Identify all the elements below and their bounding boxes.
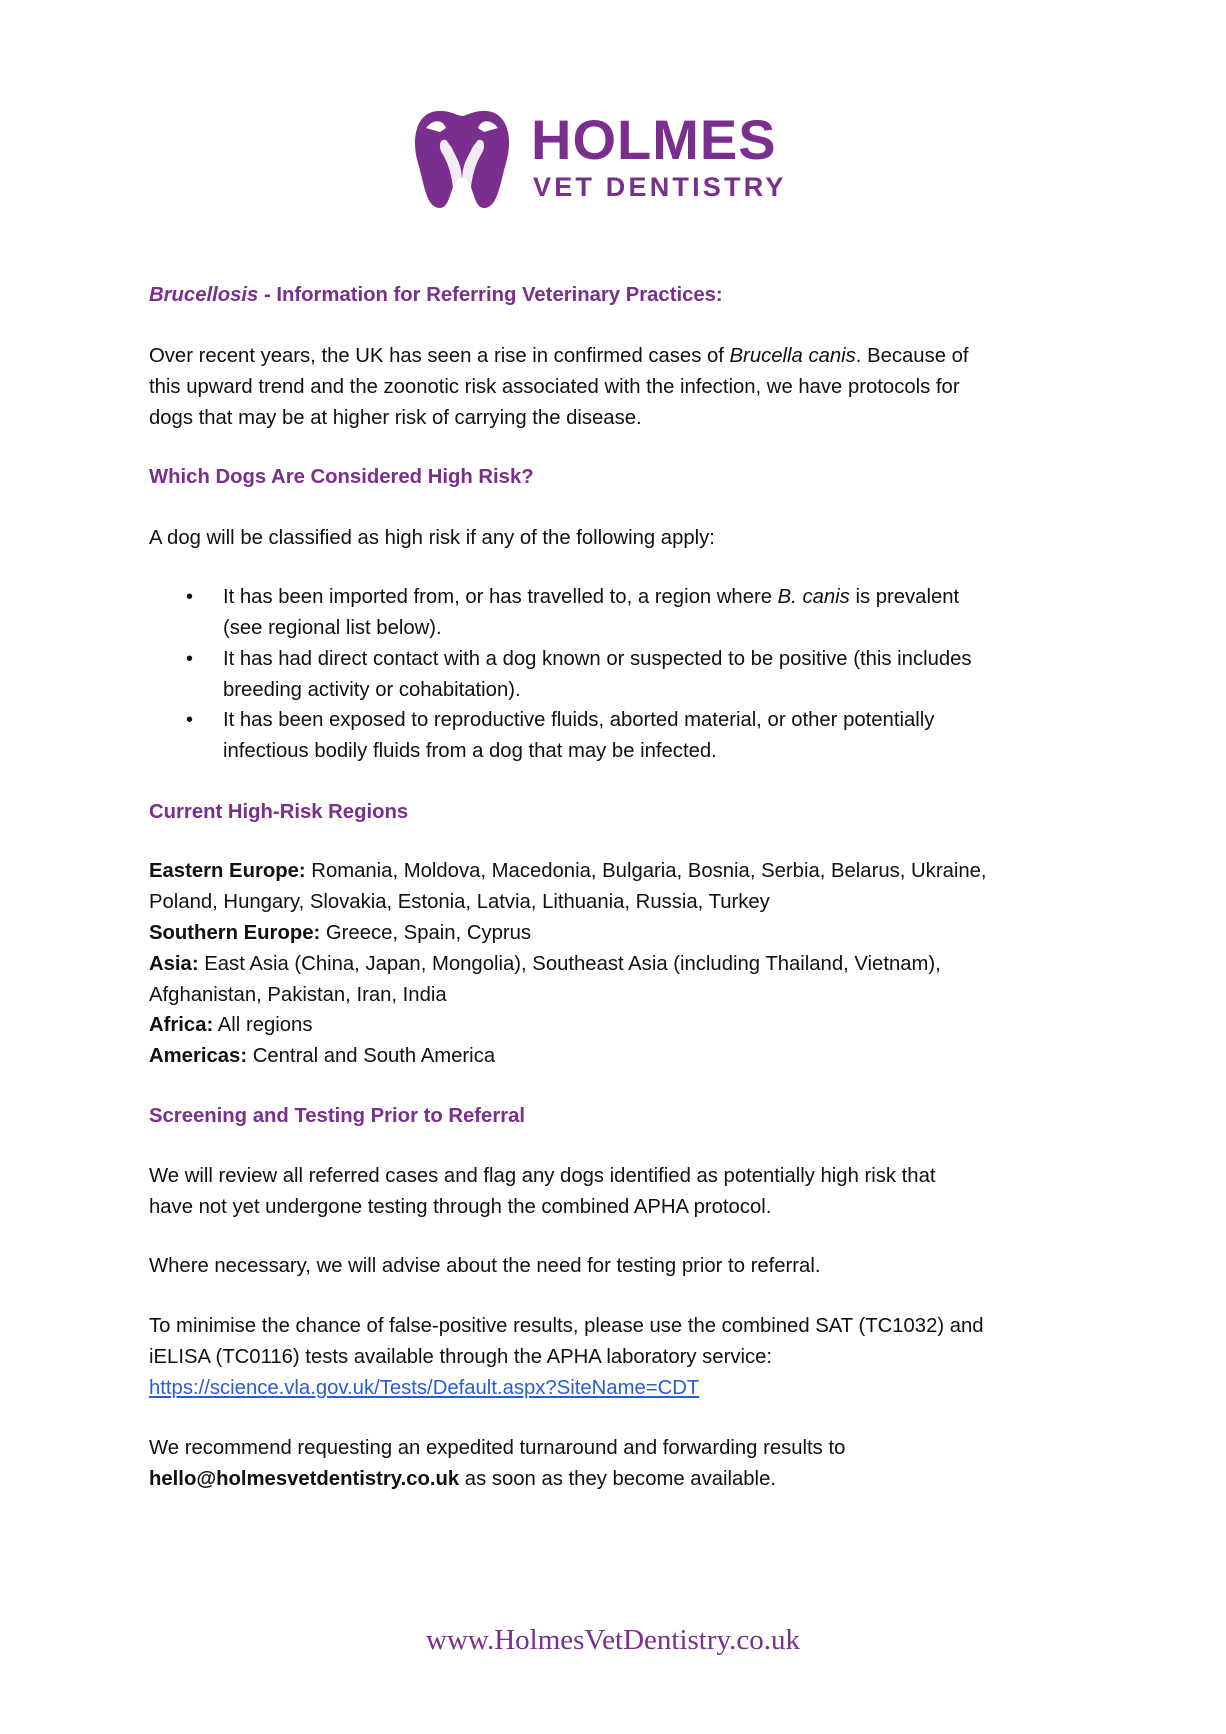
list-item-cont: infectious bodily fluids from a dog that may be infected. xyxy=(223,740,717,762)
list-item xyxy=(223,585,959,609)
paragraph-line: Where necessary, we will advise about the need for testing prior to referral. xyxy=(149,1255,821,1277)
region-label: Southern Europe: xyxy=(149,922,321,944)
document-title xyxy=(149,283,723,307)
apha-link-line xyxy=(149,1376,699,1400)
intro-line xyxy=(149,344,969,368)
region-americas xyxy=(149,1044,495,1068)
title-text: - Information for Referring Veterinary Practices: xyxy=(258,284,723,306)
list-item: It has been exposed to reproductive fluids, aborted material, or other potentially xyxy=(223,709,935,731)
region-southern-europe xyxy=(149,921,531,945)
logo-wordmark-holmes: HOLMES xyxy=(531,108,777,171)
tooth-cat-dog-logo-icon xyxy=(412,108,512,210)
footer-website: www.HolmesVetDentistry.co.uk xyxy=(426,1624,800,1656)
region-asia-cont: Afghanistan, Pakistan, Iran, India xyxy=(149,984,447,1006)
region-countries: Greece, Spain, Cyprus xyxy=(320,922,532,944)
paragraph-line: We will review all referred cases and flag any dogs identified as potentially high risk that xyxy=(149,1165,936,1187)
region-countries: East Asia (China, Japan, Mongolia), Southeast Asia (including Thailand, Vietnam), xyxy=(198,953,941,975)
list-item: It has had direct contact with a dog known or suspected to be positive (this includes xyxy=(223,648,972,670)
intro-line: dogs that may be at higher risk of carrying the disease. xyxy=(149,407,642,429)
paragraph-line: To minimise the chance of false-positive results, please use the combined SAT (TC1032) and xyxy=(149,1315,984,1337)
paragraph-line: have not yet undergone testing through the combined APHA protocol. xyxy=(149,1196,772,1218)
list-item-cont: breeding activity or cohabitation). xyxy=(223,679,521,701)
text: . Because of xyxy=(855,345,969,367)
region-label: Americas: xyxy=(149,1045,248,1067)
text: as soon as they become available. xyxy=(459,1468,776,1490)
risk-intro: A dog will be classified as high risk if any of the following apply: xyxy=(149,527,715,549)
intro-line: this upward trend and the zoonotic risk associated with the infection, we have protocols for xyxy=(149,376,960,398)
region-countries: All regions xyxy=(213,1014,313,1036)
species-name: Brucella canis xyxy=(729,345,856,367)
text: is prevalent xyxy=(849,586,960,608)
paragraph-line: iELISA (TC0116) tests available through the APHA laboratory service: xyxy=(149,1346,773,1368)
region-eastern-europe-cont: Poland, Hungary, Slovakia, Estonia, Latvia, Lithuania, Russia, Turkey xyxy=(149,891,770,913)
region-countries: Romania, Moldova, Macedonia, Bulgaria, Bosnia, Serbia, Belarus, Ukraine, xyxy=(305,860,987,882)
logo-wordmark-vet-dentistry: VET DENTISTRY xyxy=(533,172,787,202)
text: Over recent years, the UK has seen a rise in confirmed cases of xyxy=(149,345,730,367)
section-heading-high-risk: Which Dogs Are Considered High Risk? xyxy=(149,466,534,488)
region-eastern-europe xyxy=(149,859,987,883)
region-label: Africa: xyxy=(149,1014,214,1036)
list-item-cont: (see regional list below). xyxy=(223,617,442,639)
text: It has been imported from, or has travelled to, a region where xyxy=(223,586,778,608)
apha-test-link[interactable]: https://science.vla.gov.uk/Tests/Default.aspx?SiteName=CDT xyxy=(149,1377,700,1399)
region-asia xyxy=(149,952,941,976)
bullet-icon: • xyxy=(186,648,194,670)
region-africa xyxy=(149,1013,312,1037)
paragraph-line xyxy=(149,1467,776,1491)
section-heading-screening: Screening and Testing Prior to Referral xyxy=(149,1105,526,1127)
region-label: Asia: xyxy=(149,953,199,975)
region-countries: Central and South America xyxy=(247,1045,496,1067)
bullet-icon: • xyxy=(186,586,194,608)
region-label: Eastern Europe: xyxy=(149,860,306,882)
bullet-icon: • xyxy=(186,709,194,731)
species-name: B. canis xyxy=(777,586,850,608)
title-italic: Brucellosis xyxy=(149,284,259,306)
section-heading-regions: Current High-Risk Regions xyxy=(149,801,409,823)
contact-email: hello@holmesvetdentistry.co.uk xyxy=(149,1468,460,1490)
paragraph-line: We recommend requesting an expedited turnaround and forwarding results to xyxy=(149,1437,846,1459)
